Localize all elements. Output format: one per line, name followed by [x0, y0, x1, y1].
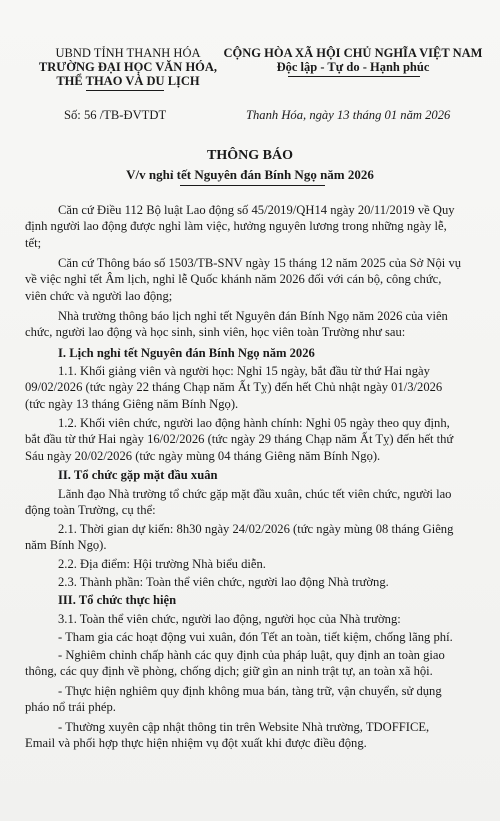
- section-1-2: [25, 415, 480, 464]
- text-line: động toàn Trường, cụ thể:: [25, 503, 156, 518]
- text-line: - Thực hiện nghiêm quy định không mua bán, tàng trữ, vận chuyển, sử dụng: [58, 684, 442, 698]
- motto-underline: [288, 76, 420, 77]
- text-line: thông, các quy định về phòng, chống dịch; giữ gìn an ninh trật tự, an toàn xã hội.: [25, 664, 433, 679]
- text-line: 2.1. Thời gian dự kiến: 8h30 ngày 24/02/2026 (tức ngày mùng 08 tháng Giêng: [58, 522, 454, 536]
- bullet-1: - Tham gia các hoạt động vui xuân, đón Tết an toàn, tiết kiệm, chống lãng phí.: [58, 630, 453, 644]
- motto: Độc lập - Tự do - Hạnh phúc: [276, 60, 430, 74]
- section-2-3: 2.3. Thành phần: Toàn thể viên chức, người lao động Nhà trường.: [58, 575, 389, 589]
- bullet-4: [25, 719, 480, 752]
- text-line: chức, người lao động và học sinh, sinh viên, học viên toàn Trường như sau:: [25, 325, 406, 340]
- section-2-2: 2.2. Địa điểm: Hội trường Nhà biểu diễn.: [58, 557, 266, 571]
- subtitle-underline: [180, 185, 325, 186]
- org-line-2: TRƯỜNG ĐẠI HỌC VĂN HÓA,: [38, 60, 218, 74]
- text-line: - Thường xuyên cập nhật thông tin trên Website Nhà trường, TDOFFICE,: [58, 720, 430, 734]
- document-title: THÔNG BÁO: [207, 148, 293, 163]
- org-line-1: UBND TỈNH THANH HÓA: [55, 46, 201, 60]
- text-line: viên chức và người lao động;: [25, 288, 173, 303]
- text-line: 1.2. Khối viên chức, người lao động hành chính: Nghỉ 05 ngày theo quy định,: [58, 416, 450, 430]
- nation-title: CỘNG HÒA XÃ HỘI CHỦ NGHĨA VIỆT NAM: [223, 46, 483, 60]
- bullet-3: [25, 683, 480, 716]
- section-2-paragraph: [25, 486, 480, 519]
- text-line: Lãnh đạo Nhà trường tổ chức gặp mặt đầu xuân, chúc tết viên chức, người lao: [58, 487, 452, 501]
- text-line: pháo nổ trái phép.: [25, 700, 116, 715]
- org-underline: [86, 90, 164, 91]
- text-line: Căn cứ Thông báo số 1503/TB-SNV ngày 15 tháng 12 năm 2025 của Sở Nội vụ: [58, 256, 462, 270]
- text-line: Email và phối hợp thực hiện nhiệm vụ đột xuất khi được điều động.: [25, 736, 367, 751]
- paragraph-legal-basis-2: [25, 255, 480, 304]
- text-line: bắt đầu từ thứ Hai ngày 16/02/2026 (tức ngày 29 tháng Chạp năm Ất Tỵ) đến hết thứ: [25, 432, 454, 447]
- text-line: Căn cứ Điều 112 Bộ luật Lao động số 45/2019/QH14 ngày 20/11/2019 về Quy: [58, 203, 455, 217]
- text-line: năm Bính Ngọ).: [25, 538, 107, 553]
- text-line: về việc nghỉ tết Âm lịch, nghỉ lễ Quốc khánh năm 2026 đối với cán bộ, công chức,: [25, 272, 442, 287]
- place-date: Thanh Hóa, ngày 13 tháng 01 năm 2026: [246, 108, 451, 122]
- text-line: Nhà trường thông báo lịch nghỉ tết Nguyên đán Bính Ngọ năm 2026 của viên: [58, 309, 448, 323]
- section-3-1: 3.1. Toàn thể viên chức, người lao động, người học của Nhà trường:: [58, 612, 401, 626]
- section-heading-3: III. Tổ chức thực hiện: [58, 593, 177, 607]
- section-heading-1: I. Lịch nghỉ tết Nguyên đán Bính Ngọ năm 2026: [58, 346, 315, 360]
- document-number: Số: 56 /TB-ĐVTDT: [64, 108, 167, 122]
- org-line-3: THỂ THAO VÀ DU LỊCH: [56, 74, 200, 88]
- section-1-1: [25, 363, 480, 412]
- text-line: - Nghiêm chỉnh chấp hành các quy định của pháp luật, quy định an toàn giao: [58, 648, 445, 662]
- text-line: (tức ngày 13 tháng Giêng năm Bính Ngọ).: [25, 396, 239, 411]
- paragraph-intro: [25, 308, 480, 341]
- text-line: 09/02/2026 (tức ngày 22 tháng Chạp năm Ất Tỵ) đến hết Chủ nhật ngày 01/3/2026: [25, 380, 443, 395]
- text-line: 1.1. Khối giảng viên và người học: Nghỉ 15 ngày, bắt đầu từ thứ Hai ngày: [58, 364, 430, 378]
- document-subtitle: V/v nghỉ tết Nguyên đán Bính Ngọ năm 2026: [126, 167, 374, 182]
- paragraph-legal-basis-1: [25, 202, 480, 251]
- section-2-1: [25, 521, 480, 554]
- bullet-2: [25, 647, 480, 680]
- text-line: định người lao động được nghỉ làm việc, hưởng nguyên lương trong những ngày lễ,: [25, 219, 447, 234]
- text-line: Sáu ngày 20/02/2026 (tức ngày mùng 04 tháng Giêng năm Bính Ngọ).: [25, 448, 381, 463]
- text-line: tết;: [25, 235, 42, 250]
- section-heading-2: II. Tổ chức gặp mặt đầu xuân: [58, 468, 218, 482]
